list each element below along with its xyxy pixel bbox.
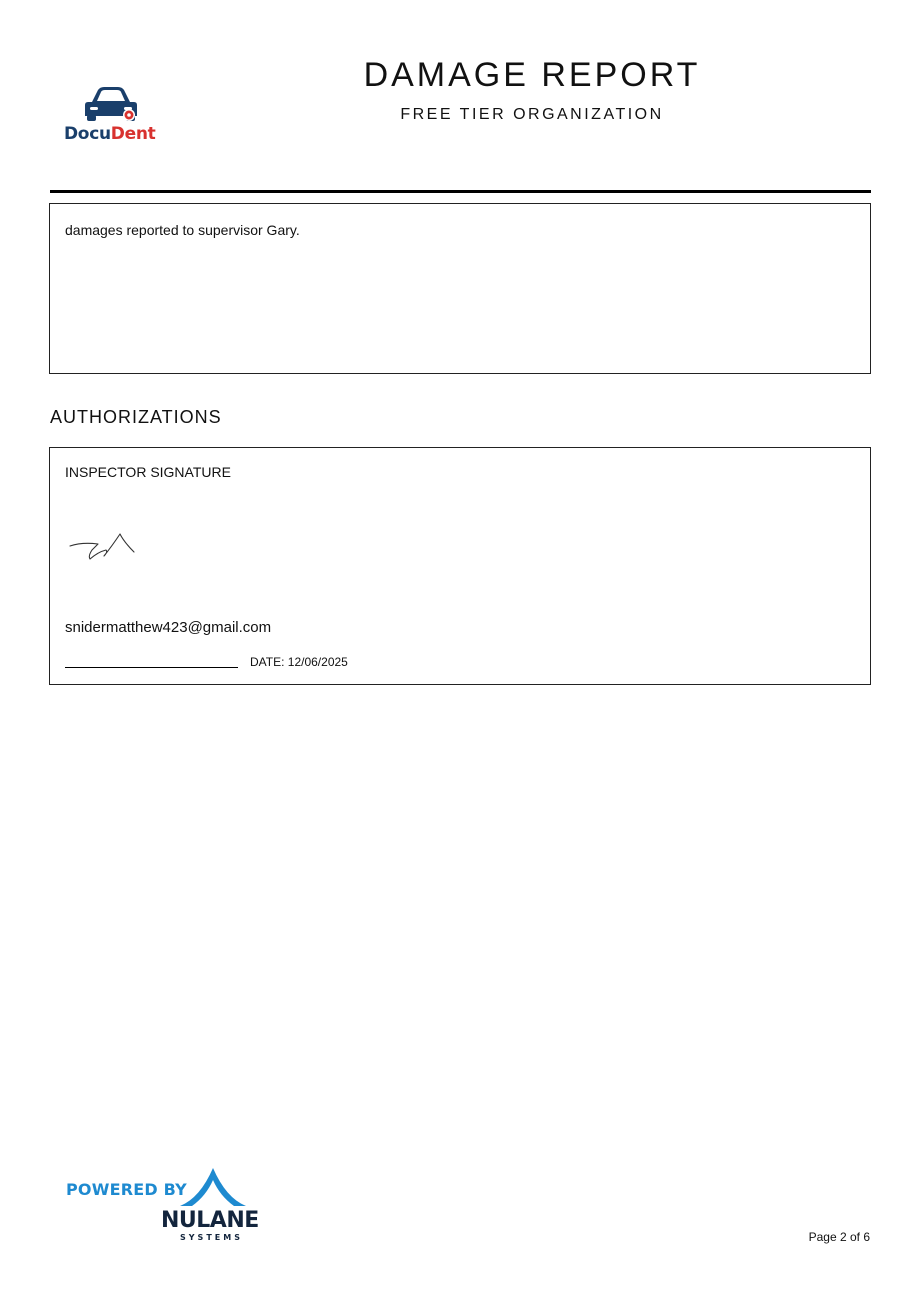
logo-text [64,124,155,144]
report-title: DAMAGE REPORT [363,56,701,94]
page-number: Page 2 of 6 [808,1230,870,1244]
damage-notes-box [49,203,871,374]
docudent-logo [62,84,162,146]
inspector-signature-image [68,528,140,564]
powered-by-nulane-logo [66,1164,286,1244]
signature-line [65,667,238,668]
organization-name: FREE TIER ORGANIZATION [400,106,664,123]
header-divider [50,190,871,193]
logo-text-dent: Dent [110,124,156,144]
authorizations-heading: AUTHORIZATIONS [50,407,222,427]
car-icon [82,84,140,124]
inspector-signature-label: INSPECTOR SIGNATURE [65,464,231,480]
powered-by-text: POWERED BY [66,1180,187,1199]
authorizations-box [49,447,871,685]
signature-date: DATE: 12/06/2025 [250,655,348,669]
systems-text: SYSTEMS [180,1233,243,1242]
damage-notes-text: damages reported to supervisor Gary. [65,222,300,238]
nulane-tent-icon [178,1166,248,1210]
signer-email: snidermatthew423@gmail.com [65,619,272,636]
logo-text-docu: Docu [64,124,111,144]
nulane-text: NULANE [161,1208,259,1233]
